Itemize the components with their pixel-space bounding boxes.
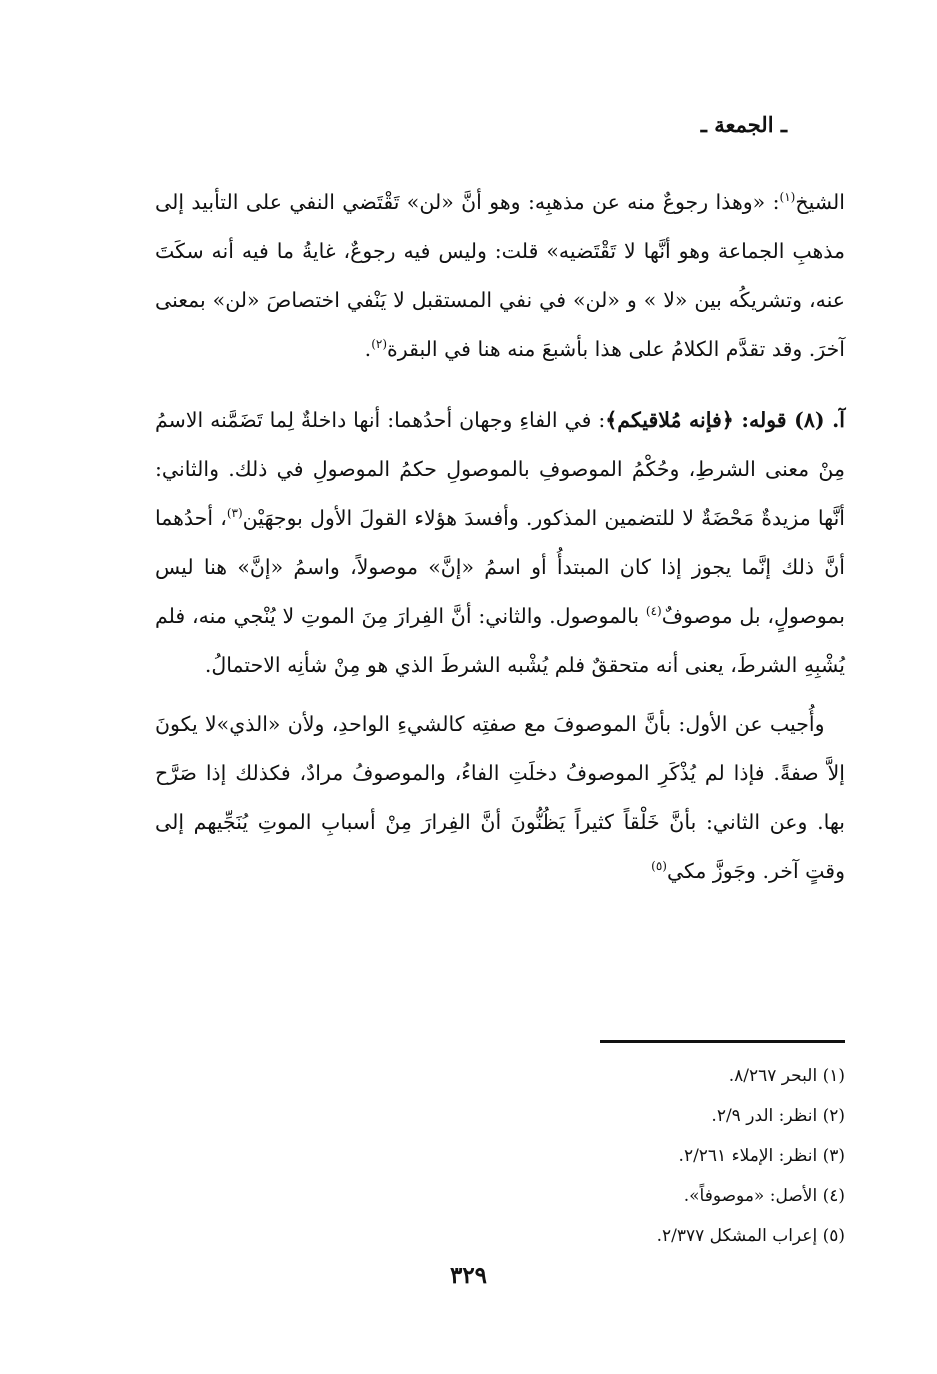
footnote-5: (٥) إعراب المشكل ٢/٣٧٧. bbox=[656, 1226, 845, 1246]
paragraph-2-text-c: بالموصول. والثاني: أنَّ الفِرارَ مِنَ الموتِ لا يُنْجي منه، فلم يُشْبِهِ الشرطَ، يعنى أنه متحققٌ فلم يُشْبه الشرطَ الذي هو مِنْ شأنِه الاحتمالُ. bbox=[155, 604, 845, 677]
main-text bbox=[155, 178, 845, 896]
footnote-2: (٢) انظر: الدر ٢/٩. bbox=[711, 1106, 845, 1126]
footnote-3: (٣) انظر: الإملاء ٢/٢٦١. bbox=[678, 1146, 845, 1166]
paragraph-1-text-b: : «وهذا رجوعٌ منه عن مذهبِه: وهو أنَّ «لن» تَقْتَضي النفي على التأبيد إلى مذهبِ الجماعة وهو أنَّها لا تَقْتَضيه» قلت: وليس فيه رجوعٌ، غايةُ ما فيه أنه سكَتَ عنه، وتشريكُه بين «لا » و «لن» في نفي المستقبل لا يَنْفي اختصاصَ «لن» بمعنى آخرَ. وقد تقدَّم الكلامُ على هذا بأشبعَ منه هنا في البقرة bbox=[155, 190, 845, 361]
quranic-verse: ﴿فإنه مُلاقيكم﴾ bbox=[605, 408, 734, 432]
paragraph-1-text-a: الشيخ bbox=[795, 190, 845, 214]
footnote-ref-3[interactable]: (٣) bbox=[226, 506, 243, 521]
footnote-ref-2[interactable]: (٢) bbox=[371, 337, 388, 352]
footnote-ref-5[interactable]: (٥) bbox=[651, 859, 667, 874]
paragraph-1 bbox=[155, 178, 845, 374]
footnote-4: (٤) الأصل: «موصوفاً». bbox=[683, 1186, 845, 1206]
footnote-ref-1[interactable]: (١) bbox=[779, 190, 796, 205]
paragraph-1-text-c: . bbox=[364, 337, 372, 361]
running-header: ـ الجمعة ـ bbox=[700, 112, 787, 137]
footnote-1: (١) البحر ٨/٢٦٧. bbox=[728, 1066, 845, 1086]
paragraph-3 bbox=[155, 700, 845, 896]
paragraph-3-text-a: وأُجيب عن الأول: بأنَّ الموصوفَ مع صفتِه كالشيءِ الواحدِ، ولأن «الذي»لا يكونَ إلاَّ صفةً. فإذا لم يُذْكَرِ الموصوفُ دخلَتِ الفاءُ، والموصوفُ مرادٌ، فكذلك إذا صَرَّح بها. وعن الثاني: بأنَّ خَلْقاً كثيراً يَظُنُّونَ أنَّ الفِرارَ مِنْ أسبابِ الموتِ يُنَجِّيهم إلى وقتٍ آخر. وجَوزَّ مكي bbox=[155, 712, 845, 883]
paragraph-2-text-b: ، أحدُهما أنَّ ذلك إنَّما يجوز إذا كان المبتدأُ أو اسمُ «إنَّ» موصولاً، واسمُ «إنَّ» هنا ليس بموصولٍ، بل موصوفٌ bbox=[155, 506, 845, 628]
footnote-divider bbox=[600, 1040, 845, 1043]
paragraph-2-text-a: : في الفاءِ وجهان أحدُهما: أنها داخلةٌ لِما تَضَمَّنه الاسمُ مِنْ معنى الشرطِ، وحُكْمُ الموصوفِ بالموصولِ حكمُ الموصولِ في ذلك. والثاني: أنَّها مزيدةٌ مَحْضَةٌ لا للتضمين المذكور. وأفسدَ هؤلاء القولَ الأول بوجهَيْن bbox=[155, 408, 845, 530]
paragraph-2 bbox=[155, 396, 845, 690]
page-number: ٣٢٩ bbox=[449, 1262, 488, 1289]
footnotes-list bbox=[155, 1056, 845, 1256]
verse-number-heading: آ. (٨) قوله: bbox=[733, 408, 845, 432]
footnote-ref-4[interactable]: (٤) bbox=[645, 604, 662, 619]
